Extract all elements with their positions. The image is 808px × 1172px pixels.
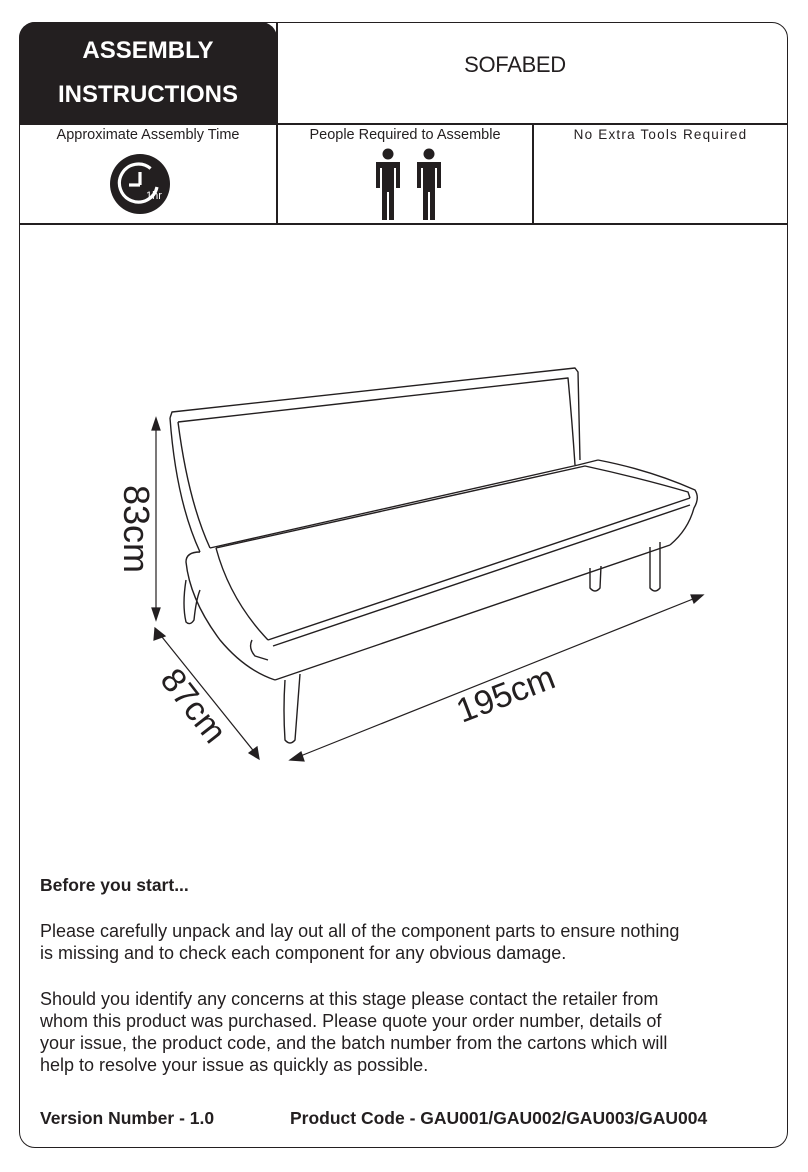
product-code-values: GAU001/GAU002/GAU003/GAU004 <box>420 1108 708 1128</box>
version-value: 1.0 <box>189 1108 215 1128</box>
depth-dimension-label: 87cm <box>152 661 234 751</box>
concerns-line-2: whom this product was purchased. Please quote your order number, details of <box>40 1011 662 1031</box>
sofabed-diagram <box>110 355 720 780</box>
two-people-icon <box>372 148 446 225</box>
unpack-paragraph <box>40 920 780 964</box>
title-block <box>19 22 277 124</box>
version-label: Version Number <box>40 1108 175 1128</box>
product-code-label: Product Code <box>290 1108 405 1128</box>
product-name: SOFABED <box>464 52 566 77</box>
title-line-1: ASSEMBLY <box>82 37 214 64</box>
tools-label: No Extra Tools Required <box>573 127 748 142</box>
title-line-2: INSTRUCTIONS <box>58 81 238 108</box>
column-divider-1 <box>276 22 278 224</box>
concerns-line-4: help to resolve your issue as quickly as possible. <box>40 1055 429 1075</box>
people-label: People Required to Assemble <box>309 127 501 143</box>
concerns-line-1: Should you identify any concerns at this stage please contact the retailer from <box>40 989 659 1009</box>
width-dimension-label: 195cm <box>451 658 561 731</box>
concerns-line-3: your issue, the product code, and the batch number from the cartons which will <box>40 1033 668 1053</box>
assembly-time-value: 1hr <box>146 190 162 202</box>
concerns-paragraph <box>40 988 780 1076</box>
unpack-line-1: Please carefully unpack and lay out all of the component parts to ensure nothing <box>40 921 680 941</box>
version-number: Version Number - 1.0 <box>40 1108 215 1128</box>
before-you-start-heading: Before you start... <box>40 875 189 895</box>
product-code: Product Code - GAU001/GAU002/GAU003/GAU004 <box>290 1108 708 1128</box>
unpack-line-2: is missing and to check each component for any obvious damage. <box>40 943 567 963</box>
header-divider <box>19 123 788 125</box>
assembly-time-label: Approximate Assembly Time <box>56 127 240 143</box>
height-dimension-label: 83cm <box>116 485 157 574</box>
clock-icon <box>109 153 171 220</box>
